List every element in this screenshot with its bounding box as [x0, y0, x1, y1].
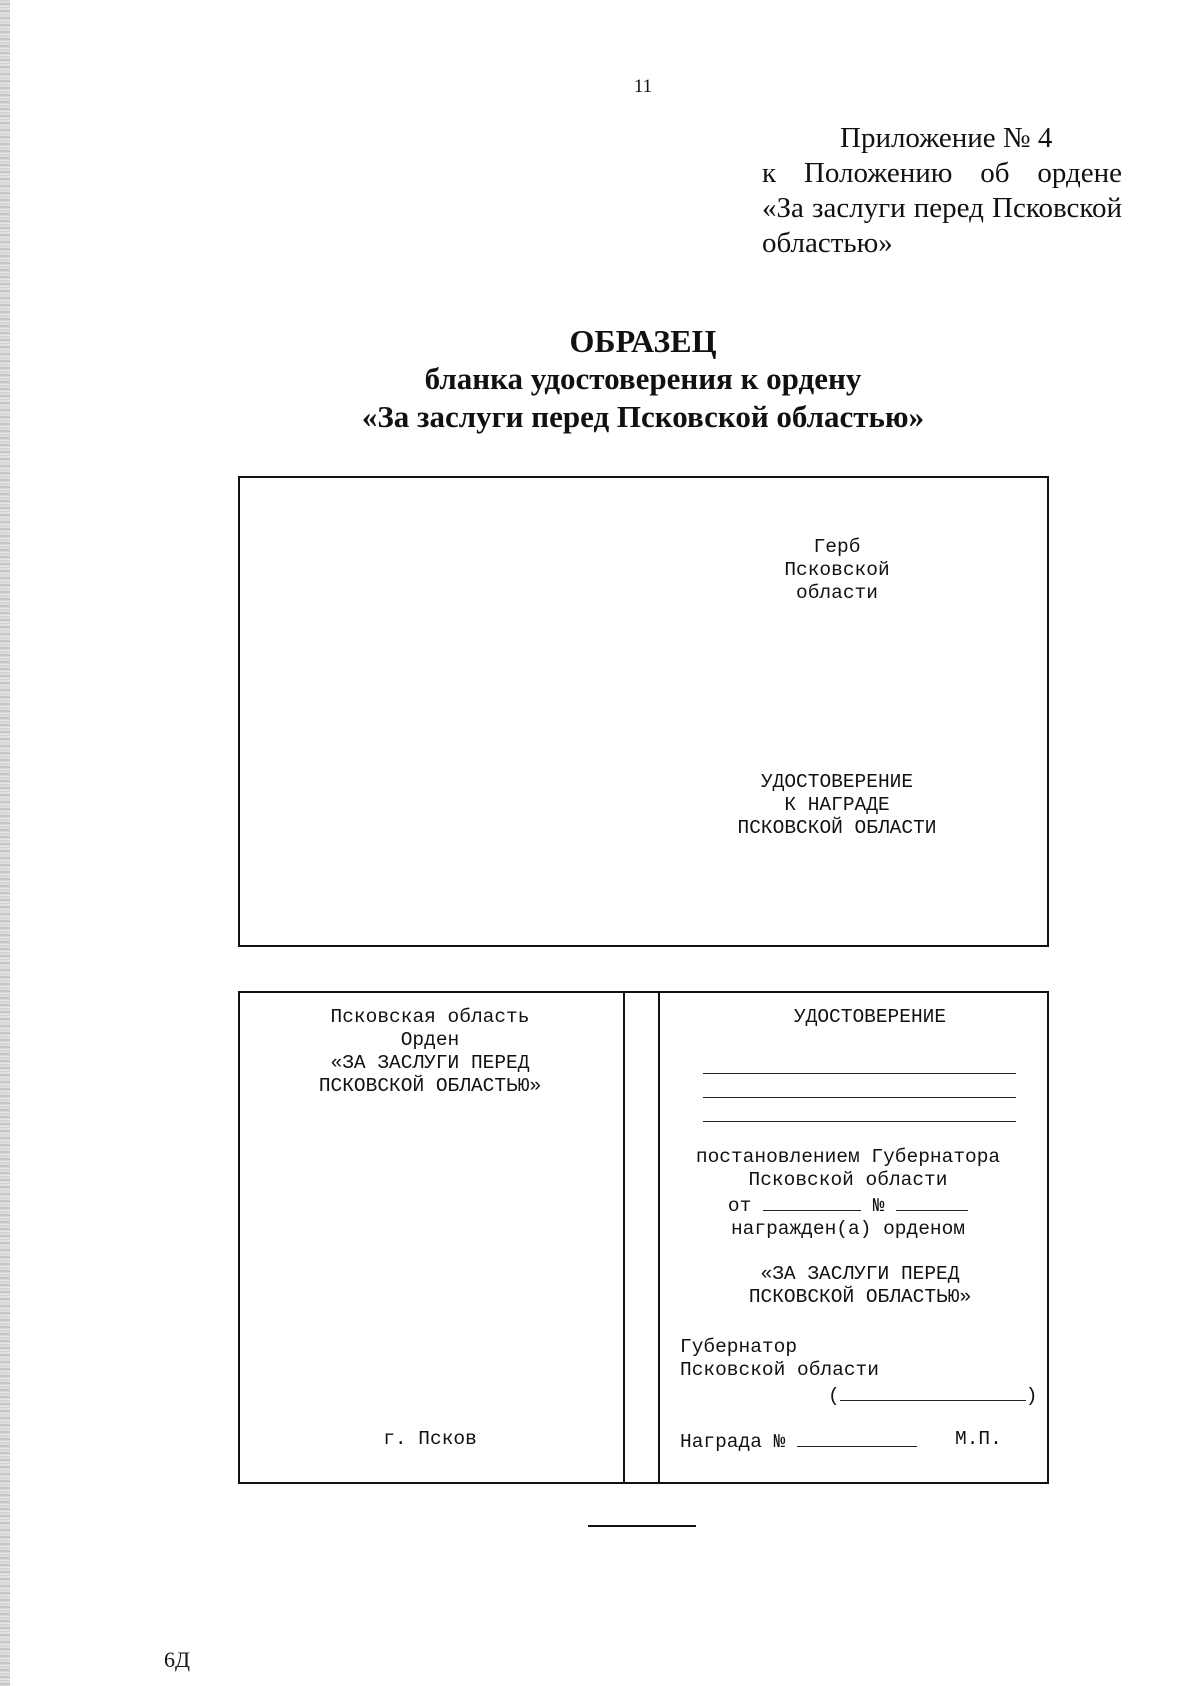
- decree-block: [684, 1146, 1012, 1241]
- order-line: ПСКОВСКОЙ ОБЛАСТЬЮ»: [748, 1286, 972, 1308]
- right-title: УДОСТОВЕРЕНИЕ: [793, 1006, 947, 1028]
- heading-main: ОБРАЗЕЦ: [569, 323, 717, 359]
- award-label: Награда №: [680, 1431, 786, 1453]
- order-line: «ЗА ЗАСЛУГИ ПЕРЕД: [760, 1263, 960, 1285]
- sig-open: (: [828, 1385, 840, 1407]
- governor-line: Губернатор: [680, 1336, 798, 1358]
- cover-title-line: УДОСТОВЕРЕНИЕ: [760, 771, 914, 793]
- certificate-inside: [238, 991, 1049, 1484]
- coat-line: Псковской: [784, 559, 890, 581]
- order-name: [710, 1263, 1010, 1309]
- heading-line: «За заслуги перед Псковской областью»: [361, 399, 925, 434]
- annex-title: Приложение № 4: [840, 122, 1053, 154]
- annex-block: [762, 121, 1122, 261]
- left-line: Орден: [400, 1029, 460, 1051]
- decree-line: Псковской области: [748, 1169, 948, 1191]
- governor-block: [680, 1336, 1010, 1382]
- governor-line: Псковской области: [680, 1359, 879, 1381]
- name-blank-line: [703, 1121, 1016, 1122]
- page-number: 11: [633, 76, 653, 97]
- sig-close: ): [1025, 1385, 1038, 1407]
- decree-number-blank: [896, 1192, 968, 1211]
- award-number-blank: [797, 1428, 917, 1447]
- name-blank-line: [703, 1073, 1016, 1074]
- from-label: от: [727, 1195, 752, 1217]
- date-blank: [763, 1192, 861, 1211]
- decree-date-number: [684, 1192, 1012, 1218]
- signature-blank: [840, 1382, 1026, 1401]
- coat-line: области: [796, 582, 878, 604]
- scan-edge: [0, 0, 10, 1686]
- coat-line: Герб: [813, 536, 861, 558]
- left-line: Псковская область: [330, 1006, 530, 1028]
- signature-field: [828, 1382, 1038, 1408]
- heading-line: бланка удостоверения к ордену: [424, 361, 862, 396]
- annex-line: областью»: [762, 227, 893, 259]
- document-heading: [0, 322, 1200, 436]
- certificate-cover: [238, 476, 1049, 947]
- decree-line: постановлением Губернатора: [695, 1146, 1001, 1168]
- awarded-line: награжден(а) орденом: [730, 1218, 966, 1240]
- number-label: №: [872, 1195, 885, 1217]
- city-label: г. Псков: [383, 1428, 477, 1450]
- name-blank-line: [703, 1097, 1016, 1098]
- left-line: ПСКОВСКОЙ ОБЛАСТЬЮ»: [318, 1075, 542, 1097]
- left-line: «ЗА ЗАСЛУГИ ПЕРЕД: [330, 1052, 530, 1074]
- stamp-place: М.П.: [955, 1428, 1002, 1450]
- annex-line: «За заслуги перед Псковской: [762, 192, 1122, 224]
- inside-left-text: [280, 1006, 580, 1098]
- annex-line: к Положению об ордене: [762, 157, 1122, 189]
- page-code: 6Д: [164, 1647, 191, 1672]
- cover-title-line: К НАГРАДЕ: [784, 794, 890, 816]
- coat-of-arms-placeholder: [762, 536, 912, 605]
- cover-title: [722, 771, 952, 840]
- end-rule: [588, 1525, 696, 1527]
- cover-title-line: ПСКОВСКОЙ ОБЛАСТИ: [737, 817, 937, 839]
- certificate-spine: [623, 993, 660, 1482]
